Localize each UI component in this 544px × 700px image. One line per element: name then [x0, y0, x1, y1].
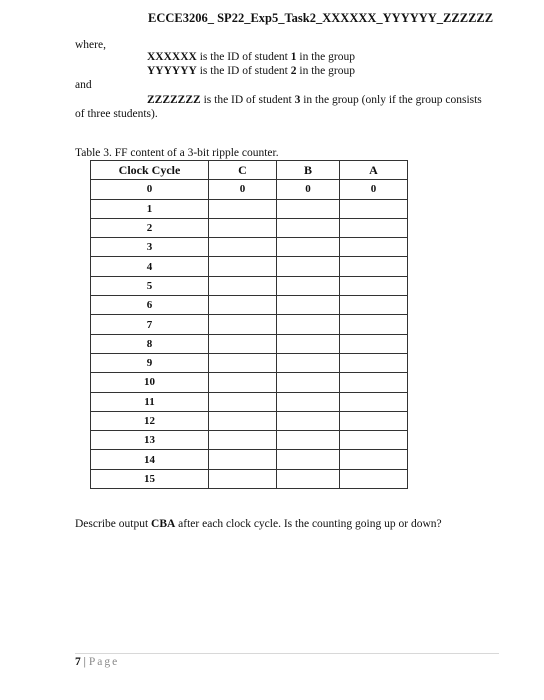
cell-clock-cycle: 15: [91, 469, 209, 488]
table-row: [91, 199, 408, 218]
cell-b: [277, 411, 340, 430]
student3-text: is the ID of student: [200, 94, 295, 106]
cell-b: [277, 392, 340, 411]
student1-text: is the ID of student: [196, 51, 291, 63]
column-header-c: C: [209, 161, 277, 180]
footer-divider: [75, 653, 499, 654]
cell-b: [277, 431, 340, 450]
and-label: and: [75, 79, 92, 91]
cell-clock-cycle: 2: [91, 218, 209, 237]
table-header-row: [91, 161, 408, 180]
cell-c: [209, 411, 277, 430]
cell-c: [209, 353, 277, 372]
cell-a: [340, 257, 408, 276]
cell-a: [340, 218, 408, 237]
page-footer: [75, 656, 119, 668]
where-label: where,: [75, 39, 106, 51]
table-row: [91, 450, 408, 469]
cell-c: [209, 373, 277, 392]
document-filename-header: ECCE3206_ SP22_Exp5_Task2_XXXXXX_YYYYYY_ZZZZZZ: [148, 11, 494, 25]
table-row: [91, 315, 408, 334]
cell-a: [340, 238, 408, 257]
cell-c: [209, 218, 277, 237]
table-row: [91, 257, 408, 276]
cell-clock-cycle: 14: [91, 450, 209, 469]
student2-suffix: in the group: [296, 65, 355, 77]
cell-c: [209, 315, 277, 334]
cell-c: [209, 469, 277, 488]
cell-b: [277, 315, 340, 334]
table-row: [91, 276, 408, 295]
cell-c: [209, 199, 277, 218]
table-row: [91, 469, 408, 488]
cell-c: 0: [209, 180, 277, 199]
cell-b: [277, 353, 340, 372]
cell-b: [277, 257, 340, 276]
cell-b: [277, 469, 340, 488]
student3-definition-continuation: of three students).: [75, 108, 158, 120]
student2-code: YYYYYY: [147, 65, 197, 77]
question-output-label: CBA: [151, 518, 176, 530]
cell-clock-cycle: 12: [91, 411, 209, 430]
page-number: 7: [75, 656, 81, 668]
cell-a: 0: [340, 180, 408, 199]
cell-b: [277, 373, 340, 392]
student3-suffix: in the group (only if the group consists: [300, 94, 482, 106]
cell-a: [340, 315, 408, 334]
cell-clock-cycle: 10: [91, 373, 209, 392]
table-row: [91, 334, 408, 353]
cell-clock-cycle: 9: [91, 353, 209, 372]
student1-code: XXXXXX: [147, 51, 197, 63]
column-header-a: A: [340, 161, 408, 180]
cell-clock-cycle: 11: [91, 392, 209, 411]
cell-clock-cycle: 13: [91, 431, 209, 450]
table-row: [91, 218, 408, 237]
cell-a: [340, 450, 408, 469]
cell-c: [209, 450, 277, 469]
cell-clock-cycle: 1: [91, 199, 209, 218]
cell-b: [277, 334, 340, 353]
table-row: [91, 373, 408, 392]
footer-separator: |: [83, 656, 86, 668]
table-row: [91, 296, 408, 315]
table-caption: Table 3. FF content of a 3-bit ripple counter.: [75, 147, 279, 159]
cell-a: [340, 353, 408, 372]
column-header-b: B: [277, 161, 340, 180]
cell-a: [340, 199, 408, 218]
student3-code: ZZZZZZZ: [147, 94, 201, 106]
cell-clock-cycle: 4: [91, 257, 209, 276]
cell-a: [340, 276, 408, 295]
cell-b: [277, 199, 340, 218]
student3-number: 3: [294, 94, 301, 106]
table-row: [91, 392, 408, 411]
cell-b: [277, 238, 340, 257]
cell-b: 0: [277, 180, 340, 199]
table-row: [91, 411, 408, 430]
cell-clock-cycle: 7: [91, 315, 209, 334]
student2-definition: [147, 65, 355, 77]
student1-number: 1: [290, 51, 297, 63]
cell-a: [340, 431, 408, 450]
cell-c: [209, 296, 277, 315]
column-header-clock-cycle: Clock Cycle: [91, 161, 209, 180]
cell-clock-cycle: 0: [91, 180, 209, 199]
cell-clock-cycle: 3: [91, 238, 209, 257]
page-label: Page: [88, 656, 120, 668]
cell-b: [277, 276, 340, 295]
student1-suffix: in the group: [296, 51, 355, 63]
table-row: [91, 353, 408, 372]
cell-clock-cycle: 6: [91, 296, 209, 315]
cell-a: [340, 411, 408, 430]
student2-number: 2: [290, 65, 297, 77]
cell-c: [209, 392, 277, 411]
student3-definition: [147, 94, 499, 106]
cell-a: [340, 392, 408, 411]
cell-clock-cycle: 8: [91, 334, 209, 353]
table-row: [91, 431, 408, 450]
student2-text: is the ID of student: [196, 65, 291, 77]
student1-definition: [147, 51, 355, 63]
cell-b: [277, 450, 340, 469]
cell-b: [277, 296, 340, 315]
question-prefix: Describe output: [75, 518, 152, 530]
question-text: [75, 518, 442, 530]
table-row: [91, 238, 408, 257]
cell-b: [277, 218, 340, 237]
cell-c: [209, 431, 277, 450]
cell-a: [340, 296, 408, 315]
ripple-counter-table: [90, 160, 408, 489]
cell-a: [340, 373, 408, 392]
table-row: [91, 180, 408, 199]
cell-clock-cycle: 5: [91, 276, 209, 295]
question-suffix: after each clock cycle. Is the counting going up or down?: [175, 518, 442, 530]
cell-c: [209, 257, 277, 276]
cell-c: [209, 276, 277, 295]
cell-c: [209, 238, 277, 257]
cell-c: [209, 334, 277, 353]
cell-a: [340, 334, 408, 353]
cell-a: [340, 469, 408, 488]
